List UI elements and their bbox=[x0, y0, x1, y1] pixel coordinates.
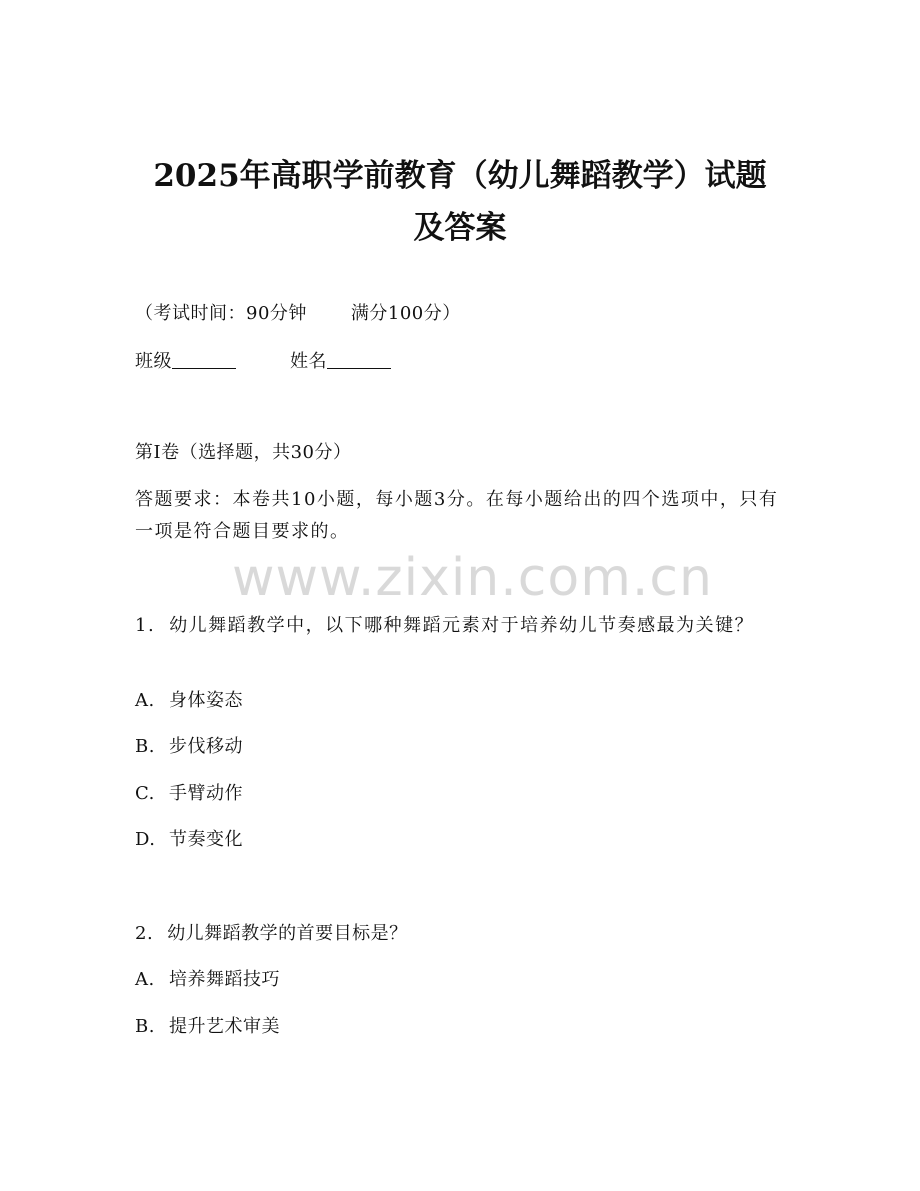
exam-time: （考试时间：90分钟 bbox=[135, 303, 307, 324]
option-item bbox=[135, 968, 280, 992]
class-blank bbox=[172, 350, 236, 369]
title-line-1: 2025年高职学前教育（幼儿舞蹈教学）试题 bbox=[153, 158, 767, 194]
instructions: 答题要求：本卷共10小题，每小题3分。在每小题给出的四个选项中，只有一项是符合题目要求的。 bbox=[135, 489, 779, 542]
option-letter: C. bbox=[135, 783, 155, 804]
option-item bbox=[135, 1015, 280, 1039]
option-text: 手臂动作 bbox=[169, 783, 243, 804]
option-item bbox=[135, 782, 243, 806]
question-1 bbox=[135, 610, 785, 642]
option-item bbox=[135, 828, 243, 852]
name-label: 姓名 bbox=[290, 351, 327, 372]
option-text: 培养舞蹈技巧 bbox=[169, 969, 280, 990]
option-letter: B. bbox=[135, 1016, 155, 1037]
title-line-2: 及答案 bbox=[413, 210, 507, 246]
question-2 bbox=[135, 922, 408, 946]
exam-meta bbox=[135, 302, 461, 326]
option-item bbox=[135, 689, 243, 713]
option-text: 身体姿态 bbox=[169, 690, 243, 711]
watermark: www.zixin.com.cn bbox=[232, 548, 713, 608]
option-text: 提升艺术审美 bbox=[169, 1016, 280, 1037]
document-title bbox=[100, 150, 820, 254]
student-info bbox=[135, 350, 391, 374]
name-blank bbox=[327, 350, 391, 369]
full-score: 满分100分） bbox=[350, 303, 461, 324]
option-letter: D. bbox=[135, 829, 156, 850]
question-number: 2. bbox=[135, 923, 154, 944]
question-text: 幼儿舞蹈教学的首要目标是？ bbox=[167, 923, 408, 944]
question-text: 幼儿舞蹈教学中，以下哪种舞蹈元素对于培养幼儿节奏感最为关键？ bbox=[169, 615, 755, 636]
option-text: 节奏变化 bbox=[169, 829, 243, 850]
option-letter: A. bbox=[135, 969, 155, 990]
class-label: 班级 bbox=[135, 351, 172, 372]
question-number: 1. bbox=[135, 615, 156, 636]
option-letter: A. bbox=[135, 690, 155, 711]
option-item bbox=[135, 735, 243, 759]
option-letter: B. bbox=[135, 736, 155, 757]
option-text: 步伐移动 bbox=[169, 736, 243, 757]
section-title: 第I卷（选择题，共30分） bbox=[135, 442, 352, 463]
